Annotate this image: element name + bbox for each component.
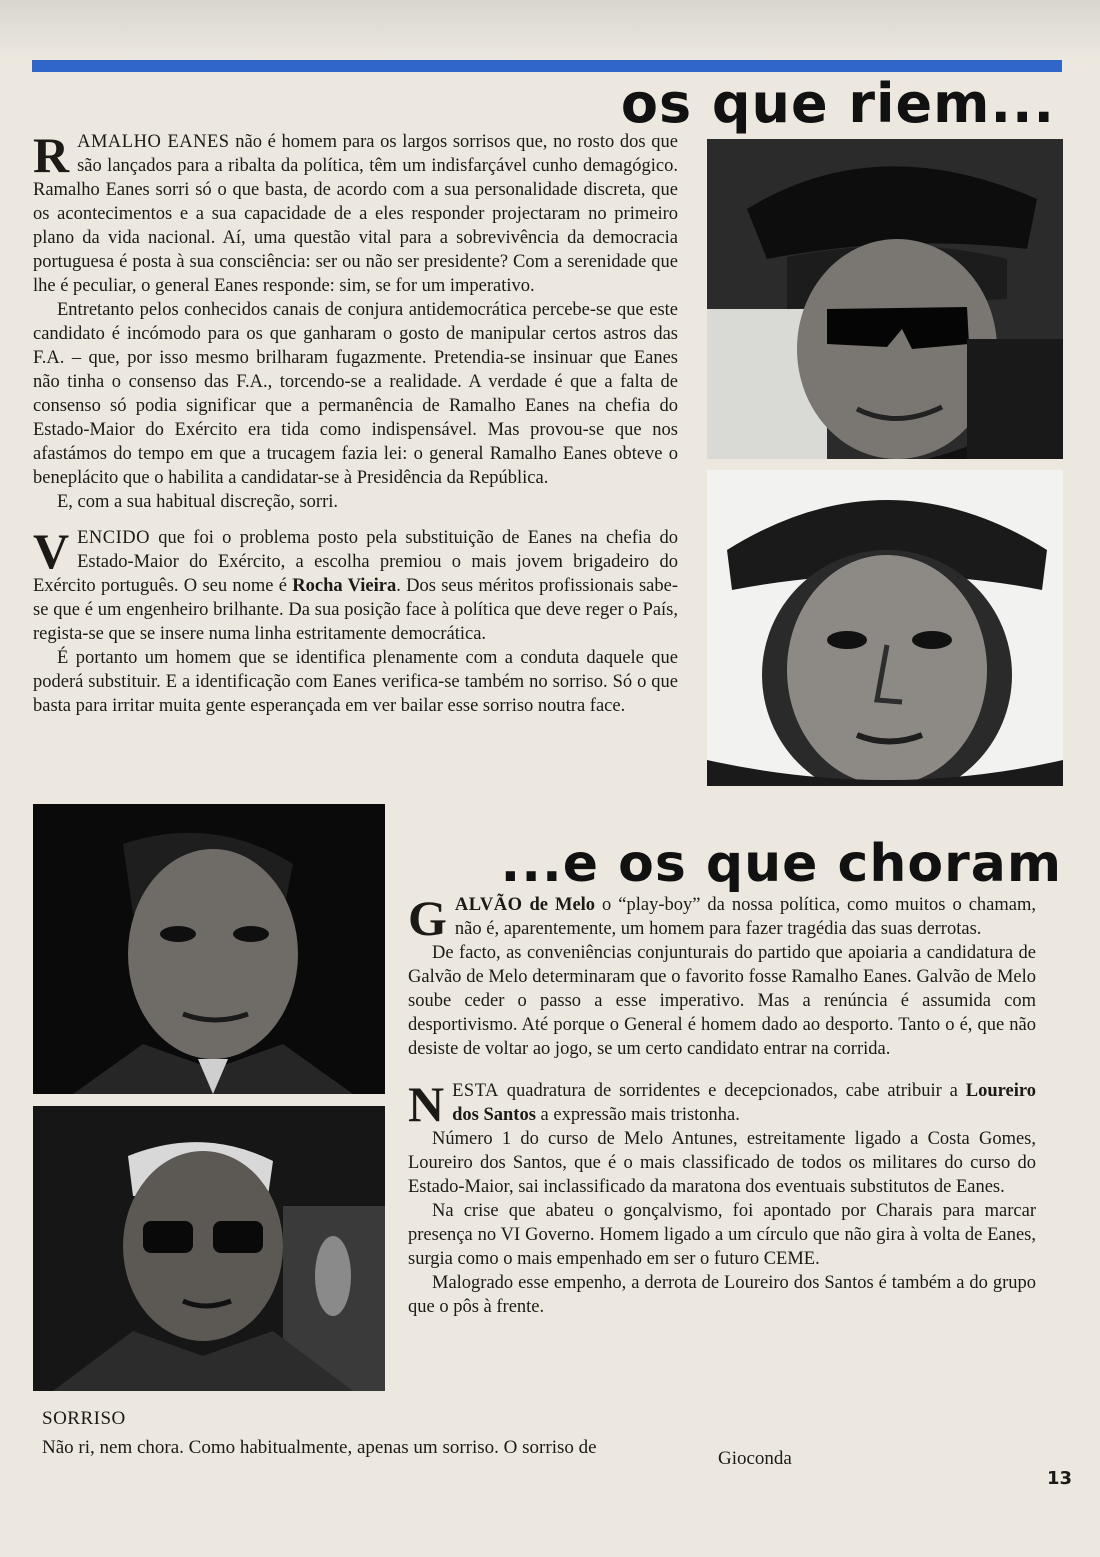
lead-word: ESTA: [452, 1081, 499, 1101]
paragraph-vieira-intro: [33, 523, 678, 646]
paragraph-eanes-intro: [33, 127, 678, 298]
footer-text: Não ri, nem chora. Como habitualmente, apenas um sorriso. O sorriso de: [42, 1437, 597, 1458]
paragraph-vieira-identifica: É portanto um homem que se identifica plenamente com a conduta daquele que poderá substituir. E a identificação com Eanes verifica-se também no sorriso. Só o que basta para irritar muita gente esperançada em ver bailar esse sorriso noutra face.: [33, 648, 678, 716]
bold-name-loureiro-dos-santos: Loureiro dos Santos: [452, 1081, 1036, 1125]
paragraph-text: o “play-boy” da nossa política, como muitos o chamam, não é, aparentemente, um homem para fazer tragédia das suas derrotas.: [454, 895, 1037, 939]
drop-cap: N: [408, 1076, 445, 1132]
paragraph-text: . Dos seus méritos profissionais sabe-se que é um engenheiro brilhante. Da sua posição face à política que deve reger o País, regista-se que se insere numa linha estritamente democrática.: [33, 576, 678, 644]
footer-section-title: SORRISO: [42, 1408, 126, 1429]
photo-officer-sunglasses: [707, 139, 1063, 459]
drop-cap: G: [408, 890, 447, 946]
photo-galvao-de-melo: [33, 804, 385, 1094]
paragraph-eanes-sorri: E, com a sua habitual discreção, sorri.: [57, 492, 338, 512]
paragraph-loureiro-curso: Número 1 do curso de Melo Antunes, estreitamente ligado a Costa Gomes, Loureiro dos Santos, que é o mais classificado de todos os militares do curso do Estado-Maior, sai inclassificado da maratona dos eventuais substitutos de Eanes.: [408, 1129, 1036, 1197]
lead-name: ALVÃO: [454, 895, 523, 915]
drop-cap: V: [33, 523, 70, 579]
lead-word: ENCIDO: [77, 528, 150, 548]
page-number: 13: [1047, 1468, 1073, 1489]
bold-name-rocha-vieira: Rocha Vieira: [292, 576, 397, 596]
paragraph-loureiro-crise: Na crise que abateu o gonçalvismo, foi apontado por Charais para marcar presença no VI Governo. Homem ligado a um círculo que não gira à volta de Eanes, surgia como o mais empenhado em ser o futuro CEME.: [408, 1201, 1036, 1269]
paragraph-text: a expressão mais tristonha.: [535, 1105, 740, 1125]
paragraph-eanes-conjura: Entretanto pelos conhecidos canais de conjura antidemocrática percebe-se que este candidato é incómodo para os que ganharam o gosto de manipular certos astros das F.A. – que, por isso mesmo brilharam fugazmente. Pretendia-se insinuar que Eanes não tinha o consenso das F.A., torcendo-se a realidade. A verdade é que a falta de consenso só podia significar que a permanência de Ramalho Eanes na chefia do Estado-Maior do Exército era tida como indispensável. Mas provou-se que nos afastámos do tempo em que a trucagem fazia lei: o general Ramalho Eanes obteve o beneplácito que o habilita a candidatar-se à Presidência da República.: [33, 300, 678, 488]
paragraph-galvao-conveniencias: De facto, as conveniências conjunturais do partido que apoiaria a candidatura de Galvão de Melo determinaram que o favorito fosse Ramalho Eanes. Galvão de Melo soube ceder o passo a esse imperativo. Mas a renúncia é assumida com desportivismo. Até porque o General é homem dado ao desporto. Tanto o é, que não desiste de voltar ao jogo, se um certo candidato entrar na corrida.: [408, 943, 1036, 1059]
paragraph-loureiro-intro: [408, 1076, 1036, 1132]
paragraph-loureiro-malogrado: Malogrado esse empenho, a derrota de Loureiro dos Santos é também a do grupo que o pôs à frente.: [408, 1273, 1036, 1317]
page-top-strip: [0, 0, 1100, 60]
footer-signature: Gioconda: [718, 1448, 792, 1469]
paragraph-text: quadratura de sorridentes e decepcionados, cabe atribuir a: [498, 1081, 966, 1101]
lead-name-suffix: de Melo: [522, 895, 596, 915]
headline-os-que-riem: os que riem...: [620, 72, 1055, 135]
paragraph-galvao-intro: [408, 890, 1037, 946]
article-column-right: [408, 890, 1037, 1319]
paragraph-text: não é homem para os largos sorrisos que, no rosto dos que são lançados para a ribalta da política, têm um indisfarçável cunho demagógico. Ramalho Eanes sorri só o que basta, de acordo com a sua personalidade discreta, que os acontecimentos e a sua capacidade de a eles responder projectaram no primeiro plano da vida nacional. Aí, uma questão vital para a sobrevivência da democracia portuguesa é posta à sua consciência: ser ou não ser presidente? Com a serenidade que lhe é peculiar, o general Eanes responde: sim, se for um imperativo.: [33, 132, 678, 296]
article-column-left: [33, 127, 678, 718]
photo-loureiro-dos-santos: [33, 1106, 385, 1391]
lead-name: AMALHO EANES: [77, 132, 230, 152]
photo-officer-cap: [707, 470, 1063, 786]
headline-e-os-que-choram: ...e os que choram: [500, 834, 1062, 894]
header-blue-rule: [32, 60, 1062, 72]
drop-cap: R: [33, 127, 70, 183]
paragraph-text: que foi o problema posto pela substituição de Eanes na chefia do Estado-Maior do Exército, a escolha premiou o mais jovem brigadeiro do Exército português. O seu nome é: [33, 528, 678, 596]
